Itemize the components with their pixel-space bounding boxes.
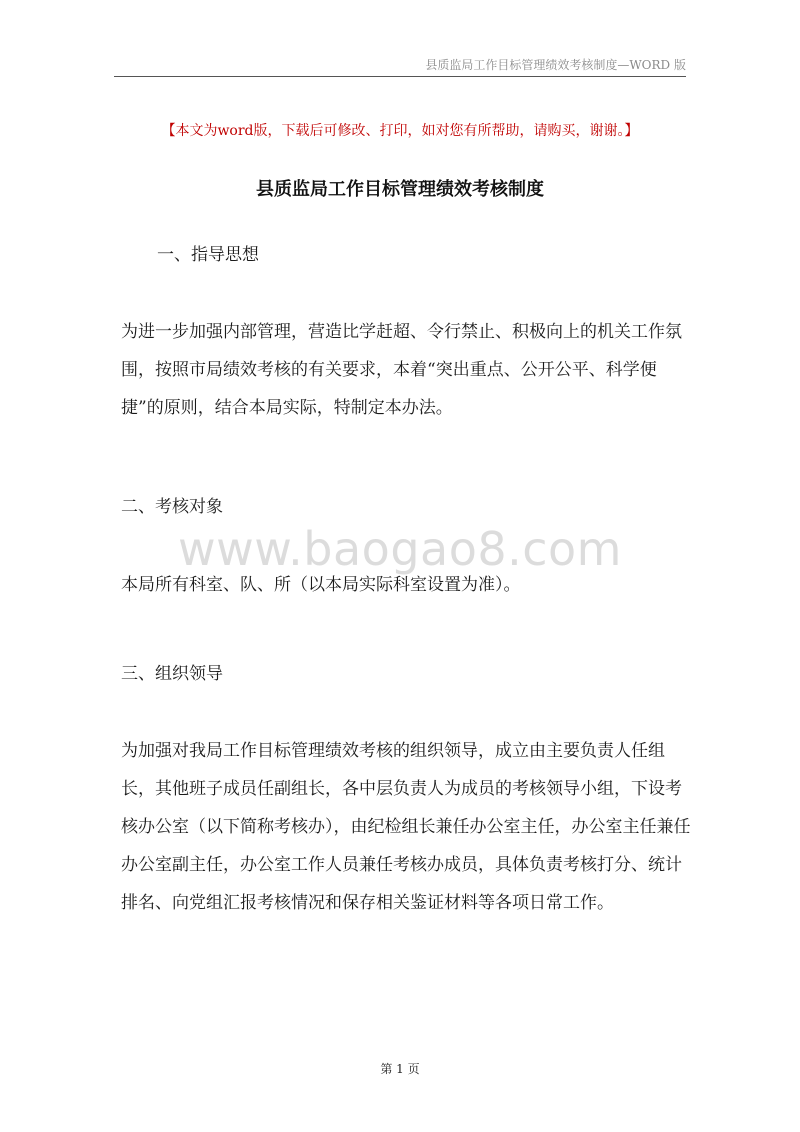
purchase-notice: 【本文为word版，下载后可修改、打印，如对您有所帮助，请购买，谢谢。】 xyxy=(161,123,639,139)
page-number: 第 1 页 xyxy=(380,1062,420,1076)
document-title: 县质监局工作目标管理绩效考核制度 xyxy=(256,179,544,200)
section-heading-assessment-targets: 二、考核对象 xyxy=(121,497,223,517)
section-heading-guiding-ideology: 一、指导思想 xyxy=(157,245,259,265)
section-heading-organization: 三、组织领导 xyxy=(121,664,223,684)
page-header xyxy=(114,52,686,77)
watermark: www.baogao8.com xyxy=(178,522,622,576)
header-text: 县质监局工作目标管理绩效考核制度—WORD 版 xyxy=(425,58,686,72)
section-body-organization: 为加强对我局工作目标管理绩效考核的组织领导，成立由主要负责人任组长，其他班子成员任副组长，各中层负责人为成员的考核领导小组，下设考核办公室（以下简称考核办），由纪检组长兼任办公室主任，办公室主任兼任办公室副主任，办公室工作人员兼任考核办成员，具体负责考核打分、统计排名、向党组汇报考核情况和保存相关鉴证材料等各项日常工作。 xyxy=(121,741,691,913)
section-body-assessment-targets: 本局所有科室、队、所（以本局实际科室设置为准）。 xyxy=(121,575,521,595)
section-body-guiding-ideology: 为进一步加强内部管理，营造比学赶超、令行禁止、积极向上的机关工作氛围，按照市局绩效考核的有关要求，本着“突出重点、公开公平、科学便捷”的原则，结合本局实际，特制定本办法。 xyxy=(121,322,682,418)
